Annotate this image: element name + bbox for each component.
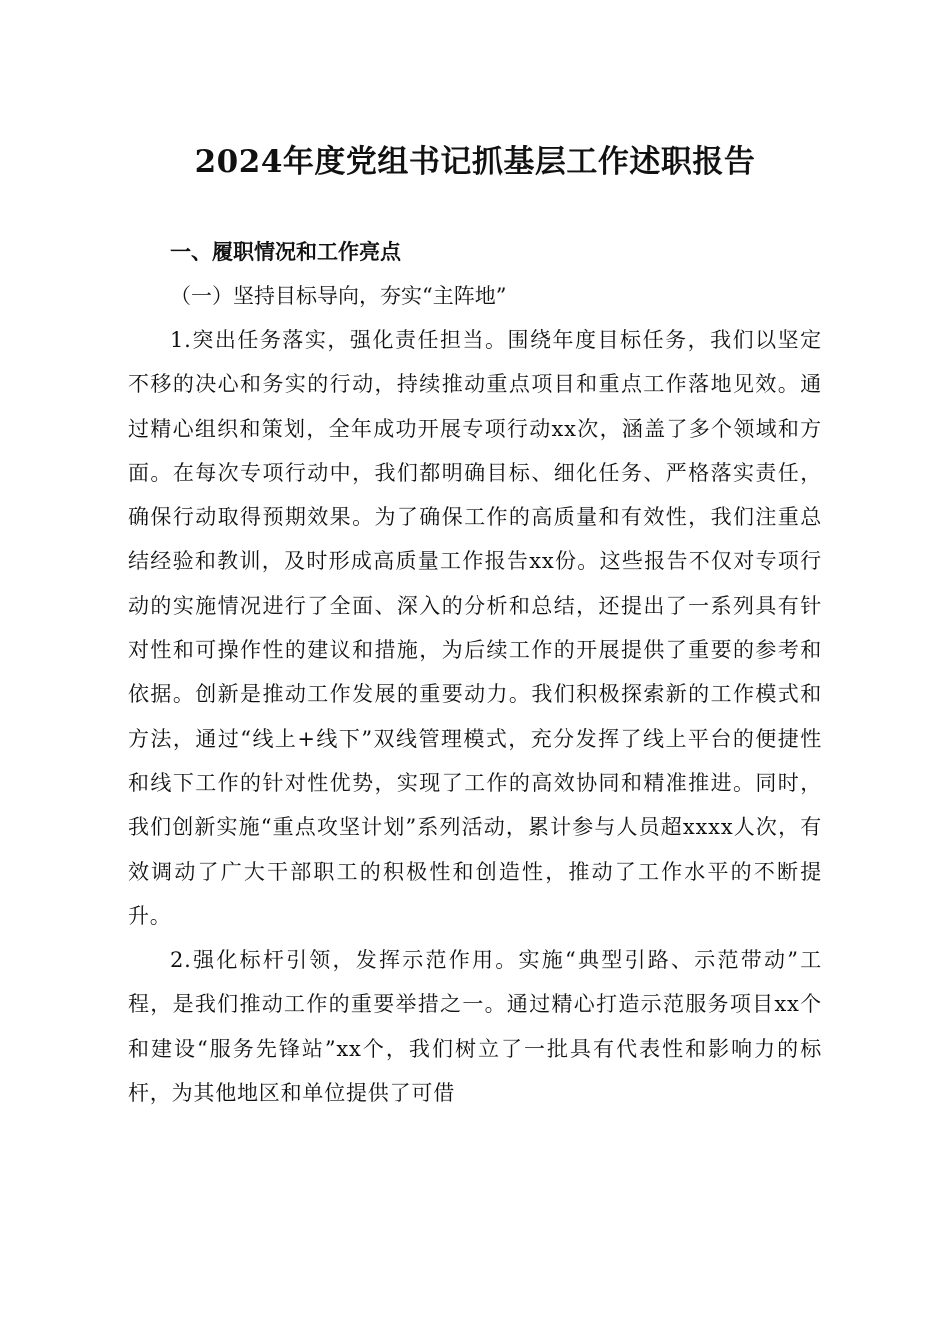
document-title: 2024年度党组书记抓基层工作述职报告 bbox=[194, 144, 756, 180]
paragraph-2: 2.强化标杆引领，发挥示范作用。实施“典型引路、示范带动”工程，是我们推动工作的重要举措之一。通过精心打造示范服务项目xx个和建设“服务先锋站”xx个，我们树立了一批具有代表性和影响力的标杆，为其他地区和单位提供了可借 bbox=[128, 948, 822, 1106]
paragraph-1: 1.突出任务落实，强化责任担当。围绕年度目标任务，我们以坚定不移的决心和务实的行动，持续推动重点项目和重点工作落地见效。通过精心组织和策划，全年成功开展专项行动xx次，涵盖了多个领域和方面。在每次专项行动中，我们都明确目标、细化任务、严格落实责任，确保行动取得预期效果。为了确保工作的高质量和有效性，我们注重总结经验和教训，及时形成高质量工作报告xx份。这些报告不仅对专项行动的实施情况进行了全面、深入的分析和总结，还提出了一系列具有针对性和可操作性的建议和措施，为后续工作的开展提供了重要的参考和依据。创新是推动工作发展的重要动力。我们积极探索新的工作模式和方法，通过“线上+线下”双线管理模式，充分发挥了线上平台的便捷性和线下工作的针对性优势，实现了工作的高效协同和精准推进。同时，我们创新实施“重点攻坚计划”系列活动，累计参与人员超xxxx人次，有效调动了广大干部职工的积极性和创造性，推动了工作水平的不断提升。 bbox=[128, 328, 822, 928]
section-heading: 一、履职情况和工作亮点 bbox=[170, 240, 401, 264]
subsection-heading: （一）坚持目标导向，夯实“主阵地” bbox=[170, 284, 507, 308]
document-body bbox=[128, 230, 822, 1115]
